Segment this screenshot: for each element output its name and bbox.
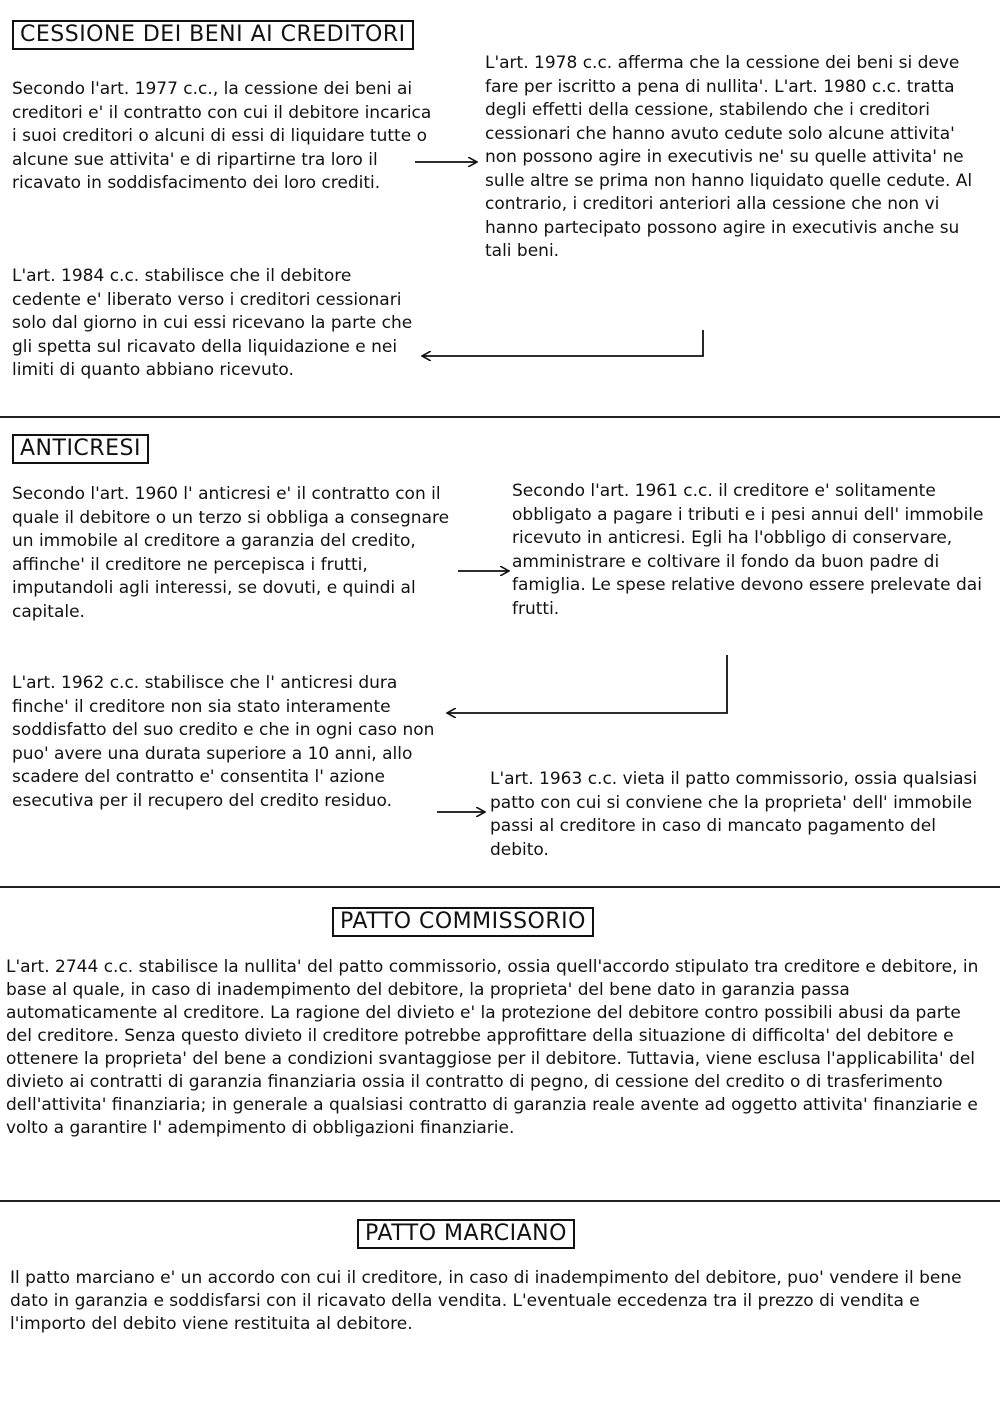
heading-anticresi: ANTICRESI: [12, 434, 149, 464]
heading-cessione: CESSIONE DEI BENI AI CREDITORI: [12, 20, 414, 50]
arrow-1961-to-1962: [448, 655, 727, 713]
paragraph-art-2744: L'art. 2744 c.c. stabilisce la nullita' del patto commissorio, ossia quell'accordo stipulato tra creditore e debitore, in base al quale, in caso di inadempimento del debitore, la proprieta' del bene dato in garanzia passa automaticamente al creditore. La ragione del divieto e' la protezione del debitore contro possibili abusi da parte del creditore. Senza questo divieto il creditore potrebbe approfittare della situazione di difficolta' del debitore e ottenere la proprieta' del bene a condizioni svantaggiose per il debitore. Tuttavia, viene esclusa l'applicabilita' del divieto ai contratti di garanzia finanziaria ossia il contratto di pegno, di cessione del credito o di trasferimento dell'attivita' finanziaria; in generale a qualsiasi contratto di garanzia reale avente ad oggetto attivita' finanziarie e volto a garantire l' adempimento di obbligazioni finanziarie.: [6, 957, 979, 1138]
paragraph-art-1961: Secondo l'art. 1961 c.c. il creditore e' solitamente obbligato a pagare i tributi e i pesi annui dell' immobile ricevuto in anticresi. Egli ha l'obbligo di conservare, amministrare e coltivare il fondo da buon padre di famiglia. Le spese relative devono essere prelevate dai frutti.: [512, 481, 984, 619]
heading-patto-marciano: PATTO MARCIANO: [357, 1219, 575, 1249]
paragraph-art-1960: Secondo l'art. 1960 l' anticresi e' il contratto con il quale il debitore o un terzo si obbliga a consegnare un immobile al creditore a garanzia del credito, affinche' il creditore ne percepisca i frutti, imputandoli agli interessi, se dovuti, e quindi al capitale.: [12, 484, 450, 622]
paragraph-art-1962: L'art. 1962 c.c. stabilisce che l' anticresi dura finche' il creditore non sia stato interamente soddisfatto del suo credito e che in ogni caso non puo' avere una durata superiore a 10 anni, allo scadere del contratto e' consentita l' azione esecutiva per il recupero del credito residuo.: [12, 673, 435, 811]
paragraph-patto-marciano: Il patto marciano e' un accordo con cui il creditore, in caso di inadempimento del debitore, puo' vendere il bene dato in garanzia e soddisfarsi con il ricavato della vendita. L'eventuale eccedenza tra il prezzo di vendita e l'importo del debito viene restituita al debitore.: [10, 1268, 962, 1334]
paragraph-art-1984: L'art. 1984 c.c. stabilisce che il debitore cedente e' liberato verso i creditori cessionari solo dal giorno in cui essi ricevano la parte che gli spetta sul ricavato della liquidazione e nei limiti di quanto abbiano ricevuto.: [12, 266, 413, 380]
paragraph-art-1963: L'art. 1963 c.c. vieta il patto commissorio, ossia qualsiasi patto con cui si conviene che la proprieta' dell' immobile passi al creditore in caso di mancato pagamento del debito.: [490, 769, 978, 860]
paragraph-art-1977: Secondo l'art. 1977 c.c., la cessione dei beni ai creditori e' il contratto con cui il debitore incarica i suoi creditori o alcuni di essi di liquidare tutte o alcune sue attivita' e di ripartirne tra loro il ricavato in soddisfacimento dei loro crediti.: [12, 79, 432, 193]
heading-patto-commissorio: PATTO COMMISSORIO: [332, 907, 594, 937]
arrow-1980-to-1984: [423, 330, 703, 356]
paragraph-art-1978-1980: L'art. 1978 c.c. afferma che la cessione dei beni si deve fare per iscritto a pena di nullita'. L'art. 1980 c.c. tratta degli effetti della cessione, stabilendo che i creditori cessionari che hanno avuto cedute solo alcune attivita' non possono agire in executivis ne' su quelle attivita' ne sulle altre se prima non hanno liquidato quelle cedute. Al contrario, i creditori anteriori alla cessione che non vi hanno partecipato possono agire in executivis anche su tali beni.: [485, 53, 973, 261]
